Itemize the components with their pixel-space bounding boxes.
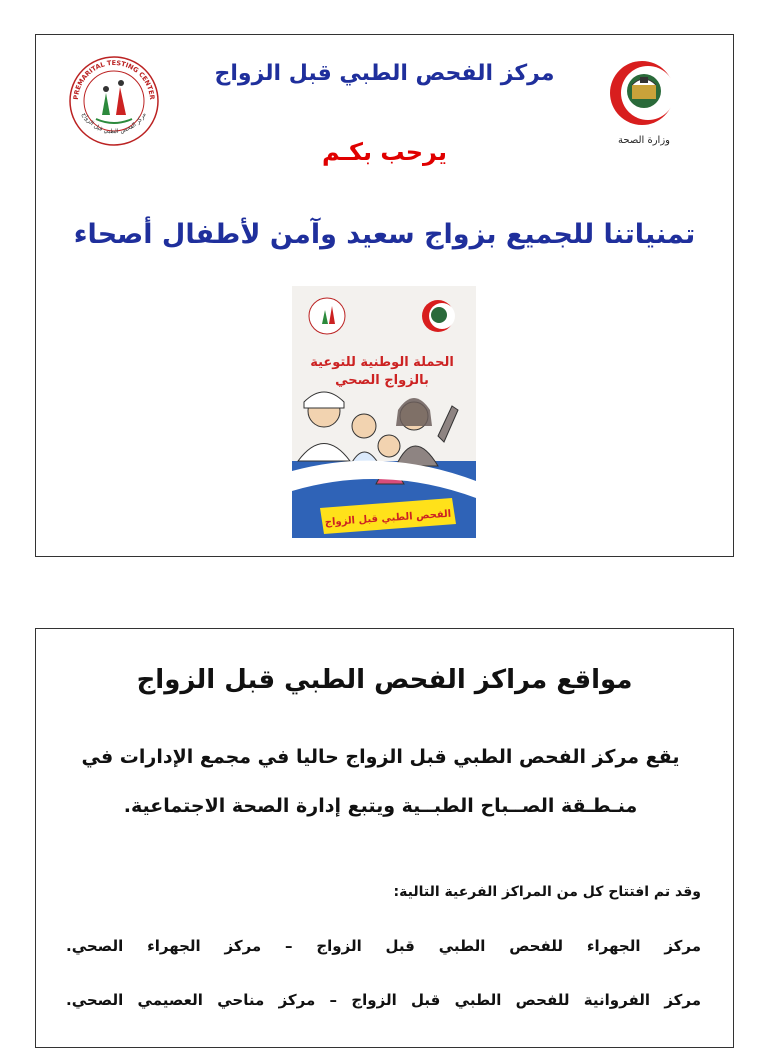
booklet-ribbon-text: الفحص الطبي قبل الزواج [324,508,452,529]
welcome-text: يرحب بكـم [322,138,447,166]
welcome-card [35,34,734,557]
ptc-logo-arabic: مركز الفحص الطبي قبل الزواج [80,111,148,136]
locations-card [35,628,734,1048]
campaign-booklet-cover [292,286,476,538]
ptc-logo-text: PREMARITAL TESTING CENTER [71,59,157,101]
branch-item: مركز الجهراء للفحص الطبي قبل الزواج – مركز الجهراء الصحي. [66,937,701,955]
location-paragraph-line2: منـطـقة الصــباح الطبــية ويتبع إدارة الصحة الاجتماعية. [123,795,638,817]
branches-intro: وقد تم افتتاح كل من المراكز الفرعية التالية: [393,884,701,900]
location-paragraph-line1: يقع مركز الفحص الطبي قبل الزواج حاليا في مجمع الإدارات في [81,746,680,768]
ministry-logo-caption: وزارة الصحة [618,135,670,146]
booklet-title-line2: بالزواج الصحي [335,373,429,388]
center-title: مركز الفحص الطبي قبل الزواج [214,61,555,86]
locations-title: مواقع مراكز الفحص الطبي قبل الزواج [136,665,633,695]
wishes-text: تمنياتنا للجميع بزواج سعيد وآمن لأطفال أصحاء [73,219,696,250]
branch-item: مركز الفروانية للفحص الطبي قبل الزواج – مركز مناحي العصيمي الصحي. [66,991,701,1009]
booklet-title-line1: الحملة الوطنية للتوعية [310,355,454,370]
